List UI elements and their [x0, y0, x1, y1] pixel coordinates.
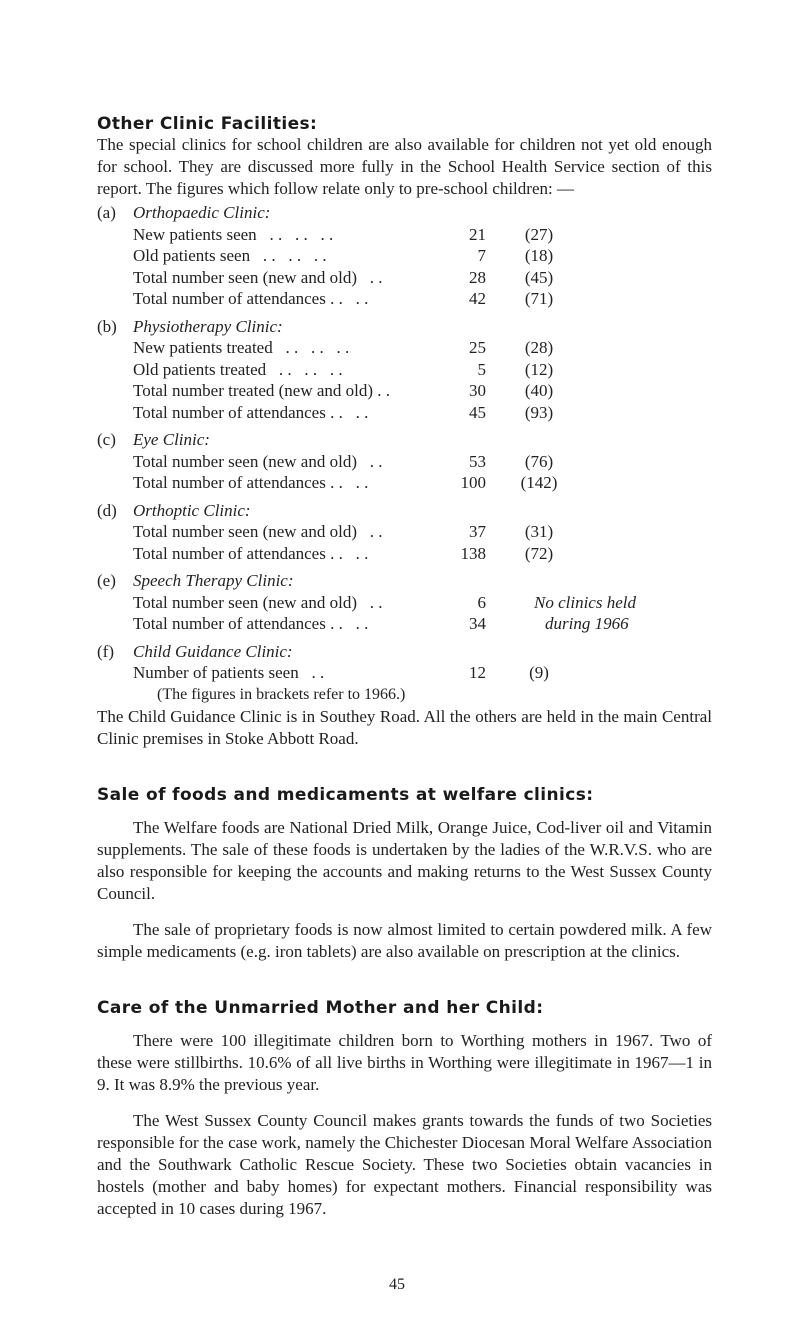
other-clinic-heading: Other Clinic Facilities: — [97, 114, 318, 134]
clinic-letter: (a) — [97, 203, 116, 222]
row-label-text: Old patients treated — [133, 359, 267, 379]
clinic-letter: (f) — [97, 641, 114, 661]
value-1966: (28) — [524, 338, 554, 357]
value-1966: (93) — [524, 402, 554, 422]
care-paragraph-2: The West Sussex County Council makes grants towards the funds of two Societies responsible for the case work, namely the Chichester Diocesan Moral Welfare Association and the Southwark Catholic Rescue Society. These two Societies obtain vacancies in hostels (mother and baby homes) for expectant mothers. Financial responsibility was accepted in 10 cases during 1967. — [97, 1110, 712, 1218]
clinic-row — [97, 521, 712, 543]
clinic-title: Orthopaedic Clinic: — [133, 203, 271, 222]
row-label — [133, 662, 324, 684]
sale-paragraph-2: The sale of proprietary foods is now almost limited to certain powdered milk. A few simple medicaments (e.g. iron tablets) are also available on prescription at the clinics. — [97, 919, 712, 961]
row-label-text: Total number seen (new and old) — [133, 267, 357, 287]
row-label — [133, 521, 383, 543]
leader-dots: . . . . . . — [278, 359, 343, 379]
row-note: No clinics held — [534, 592, 636, 612]
clinic-heading — [97, 202, 712, 224]
clinic-heading — [97, 570, 712, 592]
value-1966: (27) — [524, 224, 554, 244]
value-1966: (18) — [524, 246, 554, 265]
clinic-list — [97, 202, 712, 684]
clinic-row — [97, 472, 712, 494]
value-1966: (9) — [529, 663, 549, 682]
row-label-text: Total number treated (new and old) . . — [133, 381, 391, 400]
sale-heading: Sale of foods and medicaments at welfare clinics: — [97, 784, 594, 805]
row-label-text: Total number seen (new and old) — [133, 451, 357, 471]
leader-dots: . . — [355, 473, 369, 492]
row-label — [133, 337, 349, 359]
leader-dots: . . — [355, 614, 369, 633]
row-label — [133, 224, 333, 246]
leader-dots: . . . . . . — [262, 246, 327, 265]
value-1966: (40) — [524, 381, 554, 400]
value-1967: 45 — [469, 402, 486, 422]
leader-dots: . . — [355, 402, 369, 422]
leader-dots: . . — [369, 592, 383, 612]
clinic-location-note: The Child Guidance Clinic is in Southey Road. All the others are held in the main Central Clinic premises in Stoke Abbott Road. — [97, 706, 712, 748]
value-1967: 42 — [469, 289, 486, 308]
clinic-heading — [97, 500, 712, 522]
row-label-text: New patients seen — [133, 224, 257, 244]
row-label-text: Total number of attendances . . — [133, 614, 343, 633]
clinic-heading — [97, 429, 712, 451]
value-1967: 25 — [469, 338, 486, 357]
value-1966: (72) — [524, 543, 554, 563]
value-1967: 12 — [469, 663, 486, 682]
row-label-text: New patients treated — [133, 338, 273, 357]
clinic-block — [97, 570, 712, 635]
value-1966: (12) — [524, 359, 554, 379]
clinic-row — [97, 543, 712, 565]
clinic-heading — [97, 316, 712, 338]
leader-dots: . . — [355, 543, 369, 563]
row-label — [133, 543, 368, 565]
row-label — [133, 402, 368, 424]
value-1967: 138 — [460, 543, 486, 563]
value-1967: 7 — [477, 246, 486, 265]
care-paragraph-1: There were 100 illegitimate children born to Worthing mothers in 1967. Two of these were stillbirths. 10.6% of all live births in Worthing were illegitimate in 1967—1 in 9. It was 8.9% the previous year. — [97, 1030, 712, 1094]
clinic-letter: (d) — [97, 500, 117, 520]
sale-section — [97, 785, 712, 963]
clinic-row — [97, 267, 712, 289]
care-section — [97, 998, 712, 1220]
clinic-block — [97, 202, 712, 310]
leader-dots: . . — [311, 663, 325, 682]
value-1967: 5 — [477, 359, 486, 379]
row-label — [133, 359, 343, 381]
clinic-title: Orthoptic Clinic: — [133, 500, 251, 520]
leader-dots: . . . . . . — [285, 338, 350, 357]
row-label — [133, 613, 368, 635]
leader-dots: . . — [369, 451, 383, 471]
clinic-block — [97, 429, 712, 494]
row-label — [133, 267, 383, 289]
value-1966: (31) — [524, 522, 554, 541]
clinic-row — [97, 245, 712, 267]
leader-dots: . . . . . . — [269, 224, 334, 244]
clinic-letter: (c) — [97, 430, 116, 449]
bracket-note: (The figures in brackets refer to 1966.) — [157, 685, 406, 703]
clinic-block — [97, 316, 712, 424]
clinic-row — [97, 337, 712, 359]
clinic-block — [97, 641, 712, 684]
row-label — [133, 472, 368, 494]
clinic-row — [97, 402, 712, 424]
clinic-row — [97, 451, 712, 473]
value-1967: 37 — [469, 522, 486, 541]
row-label-text: Total number of attendances . . — [133, 402, 343, 422]
clinic-row — [97, 359, 712, 381]
clinic-row — [97, 592, 712, 614]
row-label — [133, 592, 383, 614]
report-page — [97, 114, 712, 1220]
value-1966: (71) — [524, 289, 554, 308]
value-1967: 34 — [469, 614, 486, 633]
row-label-text: Number of patients seen — [133, 663, 299, 682]
value-1967: 53 — [469, 451, 486, 471]
clinic-title: Child Guidance Clinic: — [133, 641, 293, 661]
row-label-text: Total number seen (new and old) — [133, 592, 357, 612]
value-1967: 100 — [460, 473, 486, 492]
clinic-letter: (b) — [97, 316, 117, 336]
row-note: during 1966 — [545, 614, 629, 633]
clinic-block — [97, 500, 712, 565]
row-label-text: Total number of attendances . . — [133, 473, 343, 492]
row-label — [133, 380, 390, 402]
clinic-row — [97, 288, 712, 310]
row-label-text: Total number of attendances . . — [133, 543, 343, 563]
page-number: 45 — [389, 1276, 405, 1293]
row-label-text: Total number of attendances . . — [133, 289, 343, 308]
leader-dots: . . — [369, 267, 383, 287]
row-label-text: Total number seen (new and old) — [133, 522, 357, 541]
row-label — [133, 451, 383, 473]
sale-paragraph-1: The Welfare foods are National Dried Milk, Orange Juice, Cod-liver oil and Vitamin supplements. The sale of these foods is undertaken by the ladies of the W.R.V.S. who are also responsible for keeping the accounts and making returns to the West Sussex County Council. — [97, 817, 712, 903]
other-clinic-intro: The special clinics for school children are also available for children not yet old enough for school. They are discussed more fully in the School Health Service section of this report. The figures which follow relate only to pre-school children: — — [97, 135, 712, 198]
clinic-letter: (e) — [97, 571, 116, 590]
leader-dots: . . — [369, 522, 383, 541]
value-1967: 28 — [469, 267, 486, 287]
clinic-row — [97, 224, 712, 246]
clinic-title: Eye Clinic: — [133, 430, 210, 449]
clinic-row — [97, 613, 712, 635]
clinic-title: Speech Therapy Clinic: — [133, 571, 294, 590]
value-1966: (76) — [524, 451, 554, 471]
value-1967: 6 — [477, 592, 486, 612]
row-label — [133, 288, 368, 310]
clinic-title: Physiotherapy Clinic: — [133, 316, 283, 336]
value-1967: 30 — [469, 381, 486, 400]
row-label-text: Old patients seen — [133, 246, 251, 265]
value-1967: 21 — [469, 224, 486, 244]
value-1966: (45) — [524, 267, 554, 287]
clinic-row — [97, 662, 712, 684]
clinic-row — [97, 380, 712, 402]
value-1966: (142) — [520, 473, 558, 492]
leader-dots: . . — [355, 289, 369, 308]
clinic-heading — [97, 641, 712, 663]
row-label — [133, 245, 327, 267]
care-heading: Care of the Unmarried Mother and her Child: — [97, 997, 544, 1018]
